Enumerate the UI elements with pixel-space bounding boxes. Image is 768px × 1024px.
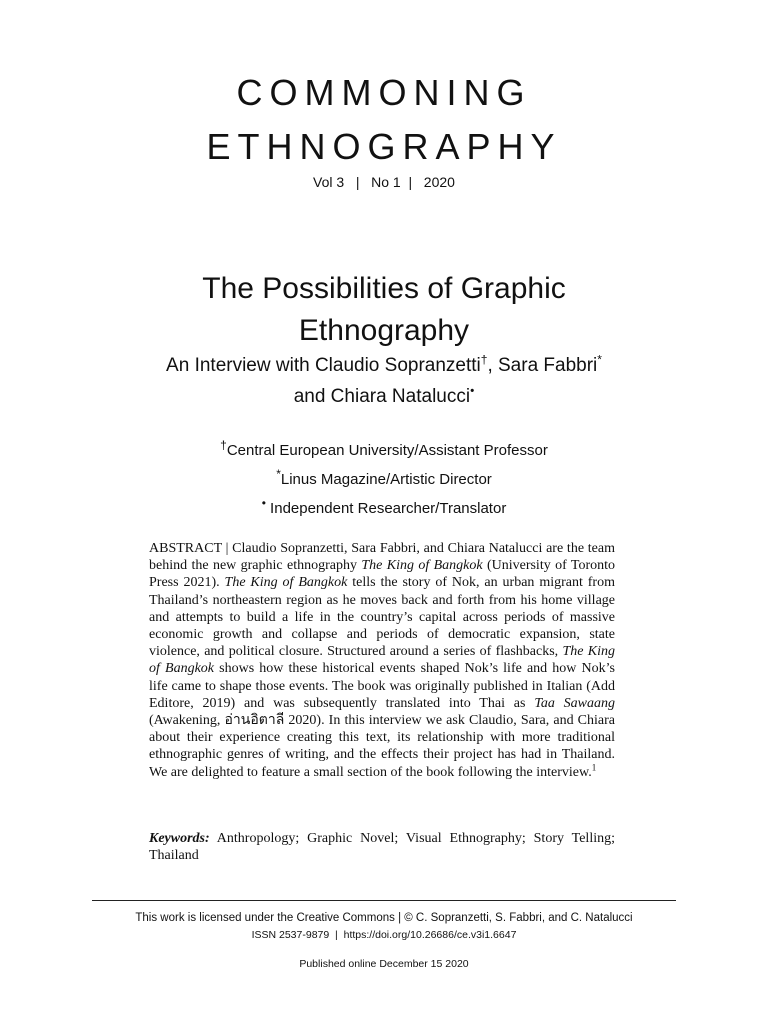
footer xyxy=(0,909,768,943)
abstract-text-4: shows how these historical events shaped Nok’s life and how Nok’s life came to shape those events. The book was originally published in Italian (Add Editore, 2019) and was subsequently translated into Thai as xyxy=(149,661,616,711)
article-title-line1: The Possibilities of Graphic xyxy=(202,272,566,305)
star-mark: * xyxy=(597,352,602,367)
abstract xyxy=(149,540,615,781)
affiliation-2 xyxy=(0,465,768,494)
license-line: This work is licensed under the Creative Commons | © C. Sopranzetti, S. Fabbri, and C. Natalucci xyxy=(135,912,633,924)
abstract-text-2: (University of Toronto Press 2021). xyxy=(149,558,615,591)
affiliation-mark: * xyxy=(276,467,281,481)
journal-title-line1: COMMONING xyxy=(236,72,532,113)
affiliations xyxy=(0,436,768,523)
footer-divider xyxy=(92,900,676,901)
subtitle-line2 xyxy=(0,381,768,412)
affiliation-mark: † xyxy=(220,438,227,452)
affiliation-text: Central European University/Assistant Professor xyxy=(226,442,548,459)
article-title xyxy=(0,268,768,352)
keywords-text: Anthropology; Graphic Novel; Visual Ethnography; Story Telling; Thailand xyxy=(149,831,615,864)
book-title: The King of Bangkok xyxy=(149,644,615,677)
affiliation-text: Linus Magazine/Artistic Director xyxy=(280,471,492,488)
keywords-label: Keywords: xyxy=(149,831,210,846)
book-title-thai: Taa Sawaang xyxy=(534,695,615,711)
subtitle-line2-text: and Chiara Natalucci xyxy=(293,386,471,407)
subtitle-prefix: An Interview with Claudio Sopranzetti xyxy=(166,355,481,376)
affiliation-3 xyxy=(0,494,768,523)
issue-info: Vol 3 | No 1 | 2020 xyxy=(313,174,455,190)
bullet-mark: • xyxy=(470,383,475,398)
issn-doi-line: ISSN 2537-9879 | https://doi.org/10.26686/ce.v3i1.6647 xyxy=(251,929,517,941)
subtitle-line1 xyxy=(0,350,768,381)
dagger-mark: † xyxy=(480,352,488,367)
footnote-mark: 1 xyxy=(591,761,597,772)
article-title-line2: Ethnography xyxy=(298,314,470,347)
abstract-text-1: ABSTRACT | Claudio Sopranzetti, Sara Fabbri, and Chiara Natalucci are the team behind the new graphic ethnography xyxy=(149,541,615,574)
book-title: The King of Bangkok xyxy=(361,558,483,574)
article-subtitle xyxy=(0,350,768,412)
abstract-text-5: (Awakening, อ่านอิตาลี 2020). In this interview we ask Claudio, Sara, and Chiara about their experience creating this text, its relationship with more traditional ethnographic genres of writing, and the effects their project has had in Thailand. We are delighted to feature a small section of the book following the interview. xyxy=(149,713,615,780)
book-title: The King of Bangkok xyxy=(224,575,348,591)
affiliation-mark: • xyxy=(261,496,266,510)
journal-title-line2: ETHNOGRAPHY xyxy=(206,126,562,167)
journal-masthead xyxy=(0,66,768,174)
abstract-text-3: tells the story of Nok, an urban migrant from Thailand’s northeastern region as he moves back and forth from his home village and attempts to build a life in the country’s capital across periods of massive economic growth and collapse and periods of democratic expansion, state violence, and political closure. Structured around a series of flashbacks, xyxy=(149,575,615,660)
subtitle-mid: , Sara Fabbri xyxy=(487,355,598,376)
published-date: Published online December 15 2020 xyxy=(299,958,469,970)
affiliation-1 xyxy=(0,436,768,465)
keywords xyxy=(149,830,615,864)
affiliation-text: Independent Researcher/Translator xyxy=(265,500,507,517)
